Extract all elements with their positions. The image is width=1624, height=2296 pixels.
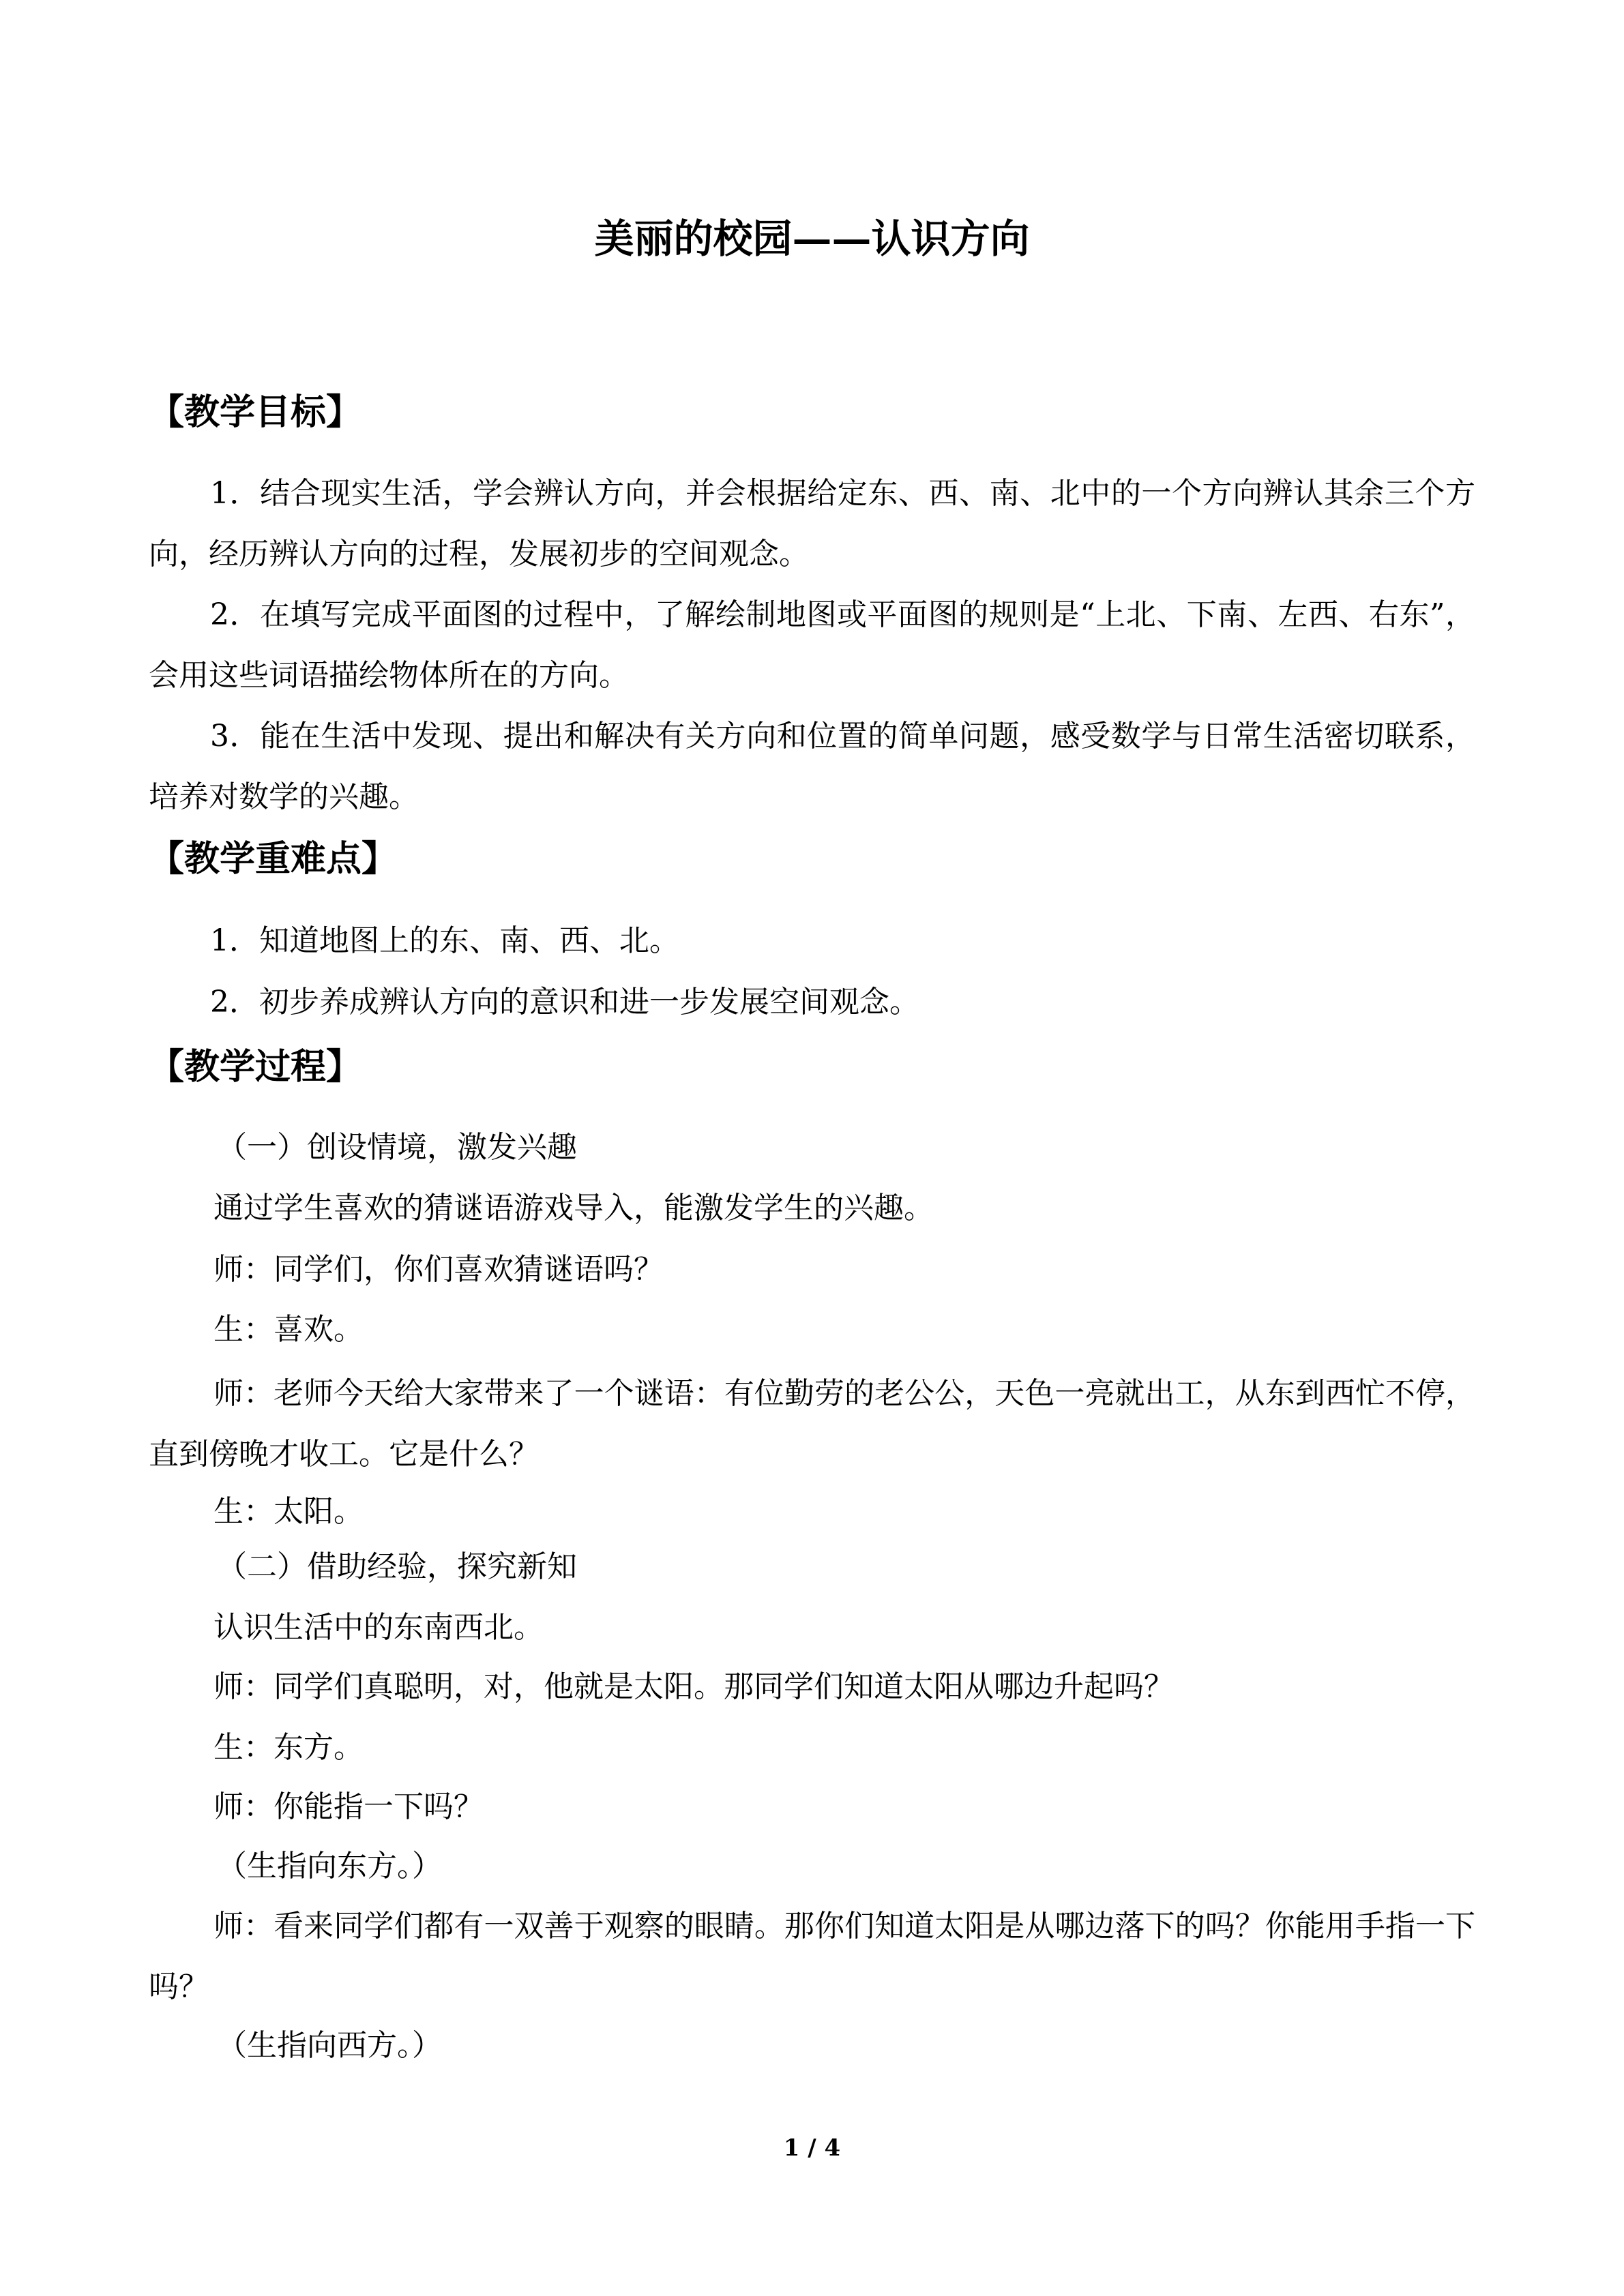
process-line: 师：看来同学们都有一双善于观察的眼睛。那你们知道太阳是从哪边落下的吗？你能用手指一下吗？ xyxy=(149,1909,1475,2004)
objective-item: 3．能在生活中发现、提出和解决有关方向和位置的简单问题，感受数学与日常生活密切联系，培养对数学的兴趣。 xyxy=(149,719,1475,814)
process-line: （生指向东方。） xyxy=(217,1849,442,1883)
process-line: 生：太阳。 xyxy=(213,1494,364,1529)
process-line: 生：东方。 xyxy=(213,1730,364,1765)
process-line: 师：同学们，你们喜欢猜谜语吗？ xyxy=(213,1252,664,1287)
key-points-heading: 【教学重难点】 xyxy=(149,838,398,880)
key-point-item: 2．初步养成辨认方向的意识和进一步发展空间观念。 xyxy=(210,985,919,1019)
page-title: 美丽的校园——认识方向 xyxy=(594,215,1030,262)
key-point-item: 1．知道地图上的东、南、西、北。 xyxy=(210,923,679,958)
process-subheading: （一）创设情境，激发兴趣 xyxy=(217,1130,577,1165)
process-line: 认识生活中的东南西北。 xyxy=(213,1610,544,1645)
process-line: （生指向西方。） xyxy=(217,2028,442,2063)
process-line: 师：老师今天给大家带来了一个谜语：有位勤劳的老公公，天色一亮就出工，从东到西忙不停，直到傍晚才收工。它是什么？ xyxy=(149,1376,1475,1472)
objective-item: 1．结合现实生活，学会辨认方向，并会根据给定东、西、南、北中的一个方向辨认其余三个方向，经历辨认方向的过程，发展初步的空间观念。 xyxy=(149,476,1475,571)
process-heading: 【教学过程】 xyxy=(149,1046,362,1088)
objectives-heading: 【教学目标】 xyxy=(149,391,362,433)
process-line: 生：喜欢。 xyxy=(213,1312,364,1347)
process-line: 通过学生喜欢的猜谜语游戏导入，能激发学生的兴趣。 xyxy=(213,1191,934,1225)
process-line: 师：你能指一下吗？ xyxy=(213,1789,484,1824)
process-line: 师：同学们真聪明，对，他就是太阳。那同学们知道太阳从哪边升起吗？ xyxy=(213,1669,1174,1704)
process-subheading: （二）借助经验，探究新知 xyxy=(217,1549,577,1584)
page-number: 1 / 4 xyxy=(783,2134,841,2162)
objective-item: 2．在填写完成平面图的过程中，了解绘制地图或平面图的规则是“上北、下南、左西、右东”，会用这些词语描绘物体所在的方向。 xyxy=(149,597,1475,693)
